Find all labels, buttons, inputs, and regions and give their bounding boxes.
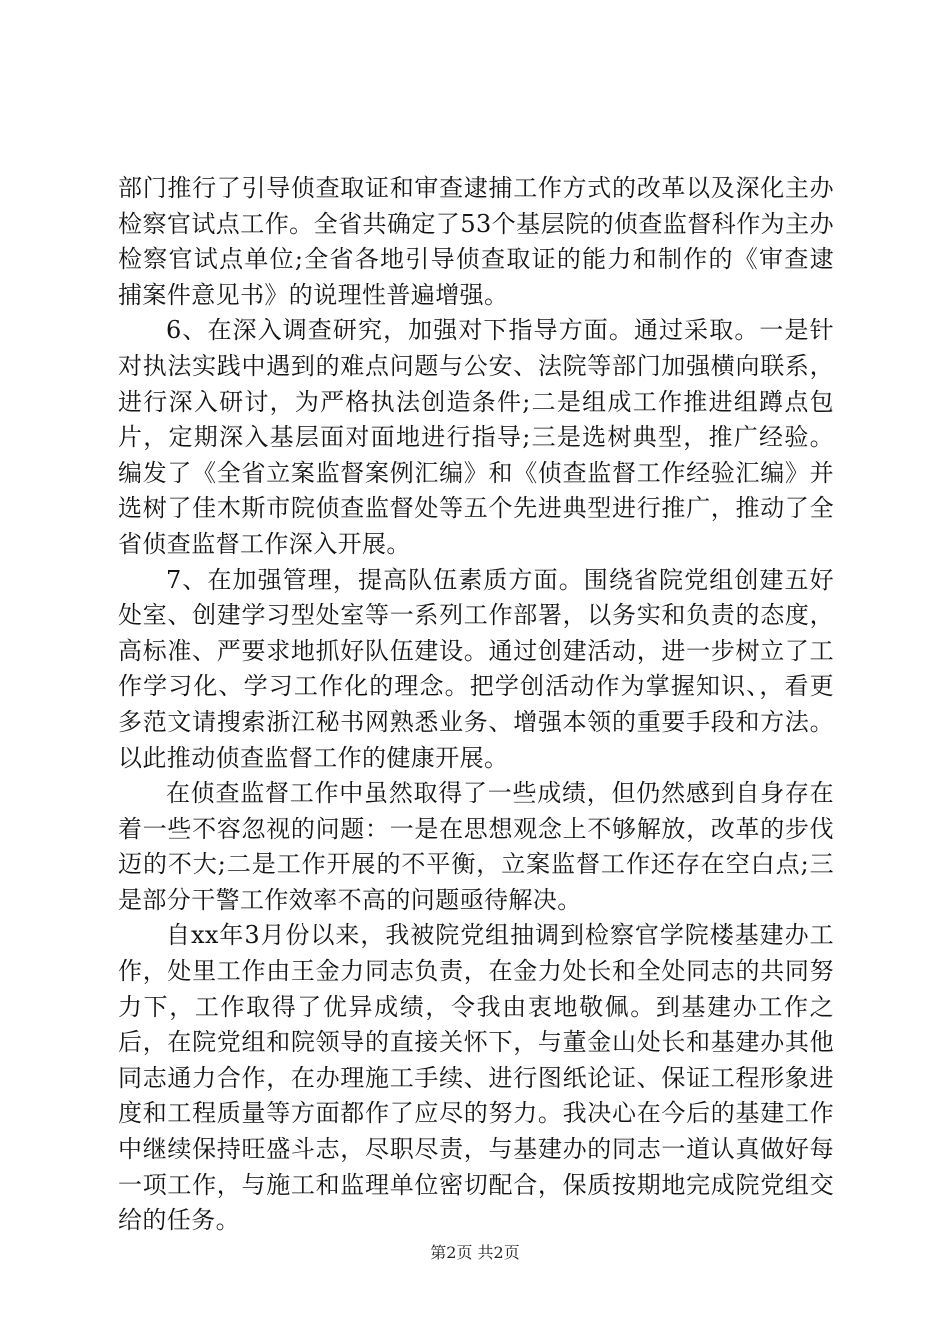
page-number-footer: 第2页 共2页 (430, 1243, 520, 1262)
paragraph-item-6: 6、在深入调查研究，加强对下指导方面。通过采取。一是针对执法实践中遇到的难点问题与公安、法院等部门加强横向联系，进行深入研讨，为严格执法创造条件;二是组成工作推进组蹲点包片，定期深入基层面对面地进行指导;三是选树典型，推广经验。编发了《全省立案监督案例汇编》和《侦查监督工作经验汇编》并选树了佳木斯市院侦查监督处等五个先进典型进行推广，推动了全省侦查监督工作深入开展。 (118, 316, 834, 558)
document-body (118, 171, 834, 1239)
paragraph-problems: 在侦查监督工作中虽然取得了一些成绩，但仍然感到自身存在着一些不容忽视的问题：一是在思想观念上不够解放，改革的步伐迈的不大;二是工作开展的不平衡，立案监督工作还存在空白点;三是部分干警工作效率不高的问题亟待解决。 (118, 779, 834, 914)
paragraph-continued: 部门推行了引导侦查取证和审查逮捕工作方式的改革以及深化主办检察官试点工作。全省共确定了53个基层院的侦查监督科作为主办检察官试点单位;全省各地引导侦查取证的能力和制作的《审查逮捕案件意见书》的说理性普遍增强。 (118, 174, 834, 309)
paragraph-construction-office: 自xx年3月份以来，我被院党组抽调到检察官学院楼基建办工作，处里工作由王金力同志负责，在金力处长和全处同志的共同努力下，工作取得了优异成绩，令我由衷地敬佩。到基建办工作之后，在院党组和院领导的直接关怀下，与董金山处长和基建办其他同志通力合作，在办理施工手续、进行图纸论证、保证工程形象进度和工程质量等方面都作了应尽的努力。我决心在今后的基建工作中继续保持旺盛斗志，尽职尽责，与基建办的同志一道认真做好每一项工作，与施工和监理单位密切配合，保质按期地完成院党组交给的任务。 (118, 921, 834, 1235)
paragraph-item-7: 7、在加强管理，提高队伍素质方面。围绕省院党组创建五好处室、创建学习型处室等一系列工作部署，以务实和负责的态度，高标准、严要求地抓好队伍建设。通过创建活动，进一步树立了工作学习化、学习工作化的理念。把学创活动作为掌握知识、，看更多范文请搜索浙江秘书网熟悉业务、增强本领的重要手段和方法。以此推动侦查监督工作的健康开展。 (118, 565, 834, 772)
